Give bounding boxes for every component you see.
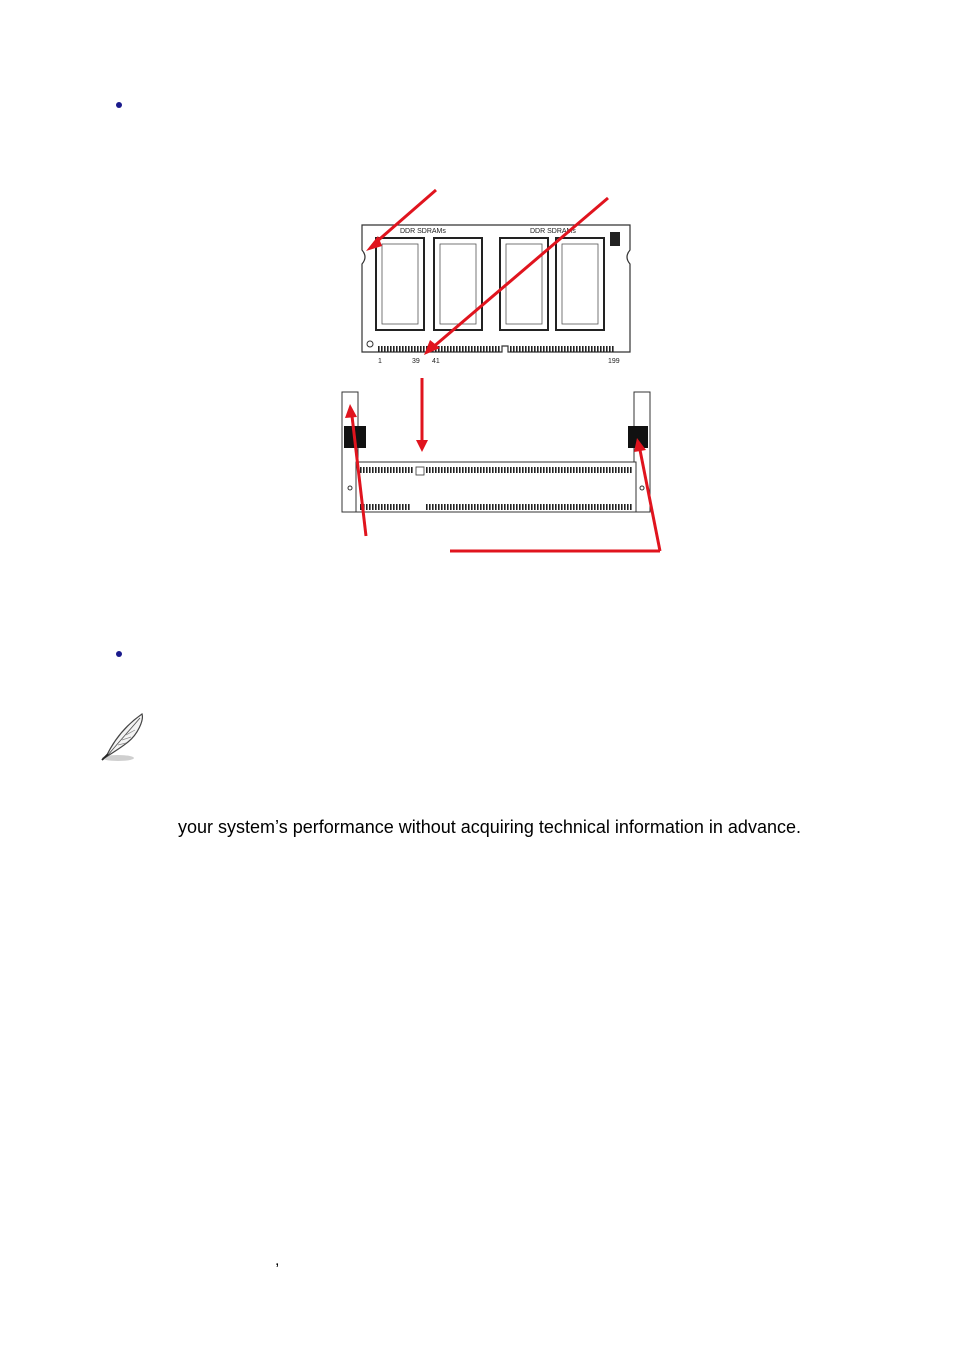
module-component bbox=[610, 232, 620, 246]
module-contacts-left bbox=[378, 346, 500, 352]
so-dimm-socket bbox=[342, 392, 650, 512]
socket-contacts-lower-left bbox=[360, 504, 410, 510]
socket-contacts-upper-left bbox=[360, 467, 414, 473]
note-text: your system’s performance without acquiring technical information in advance. bbox=[178, 817, 801, 837]
pin-label-1: 1 bbox=[378, 358, 382, 365]
socket-contacts-lower-right bbox=[426, 504, 632, 510]
socket-key bbox=[416, 467, 424, 475]
memory-chip bbox=[434, 238, 482, 330]
socket-contacts-upper-right bbox=[426, 467, 632, 473]
chip-label-left: DDR SDRAMs bbox=[400, 228, 446, 235]
memory-chip bbox=[376, 238, 424, 330]
chip-label-right: DDR SDRAMs bbox=[530, 228, 576, 235]
bullet-marker-2 bbox=[116, 651, 122, 657]
module-contacts-right bbox=[510, 346, 614, 352]
so-dimm-installation-diagram bbox=[330, 180, 670, 560]
pin-label-39: 39 bbox=[412, 358, 420, 365]
feather-pen-icon bbox=[98, 710, 152, 764]
stray-comma-mark: , bbox=[275, 1252, 280, 1269]
pin-label-41: 41 bbox=[432, 358, 440, 365]
pin-label-199: 199 bbox=[608, 358, 620, 365]
bullet-marker-1 bbox=[116, 102, 122, 108]
memory-chip bbox=[556, 238, 604, 330]
